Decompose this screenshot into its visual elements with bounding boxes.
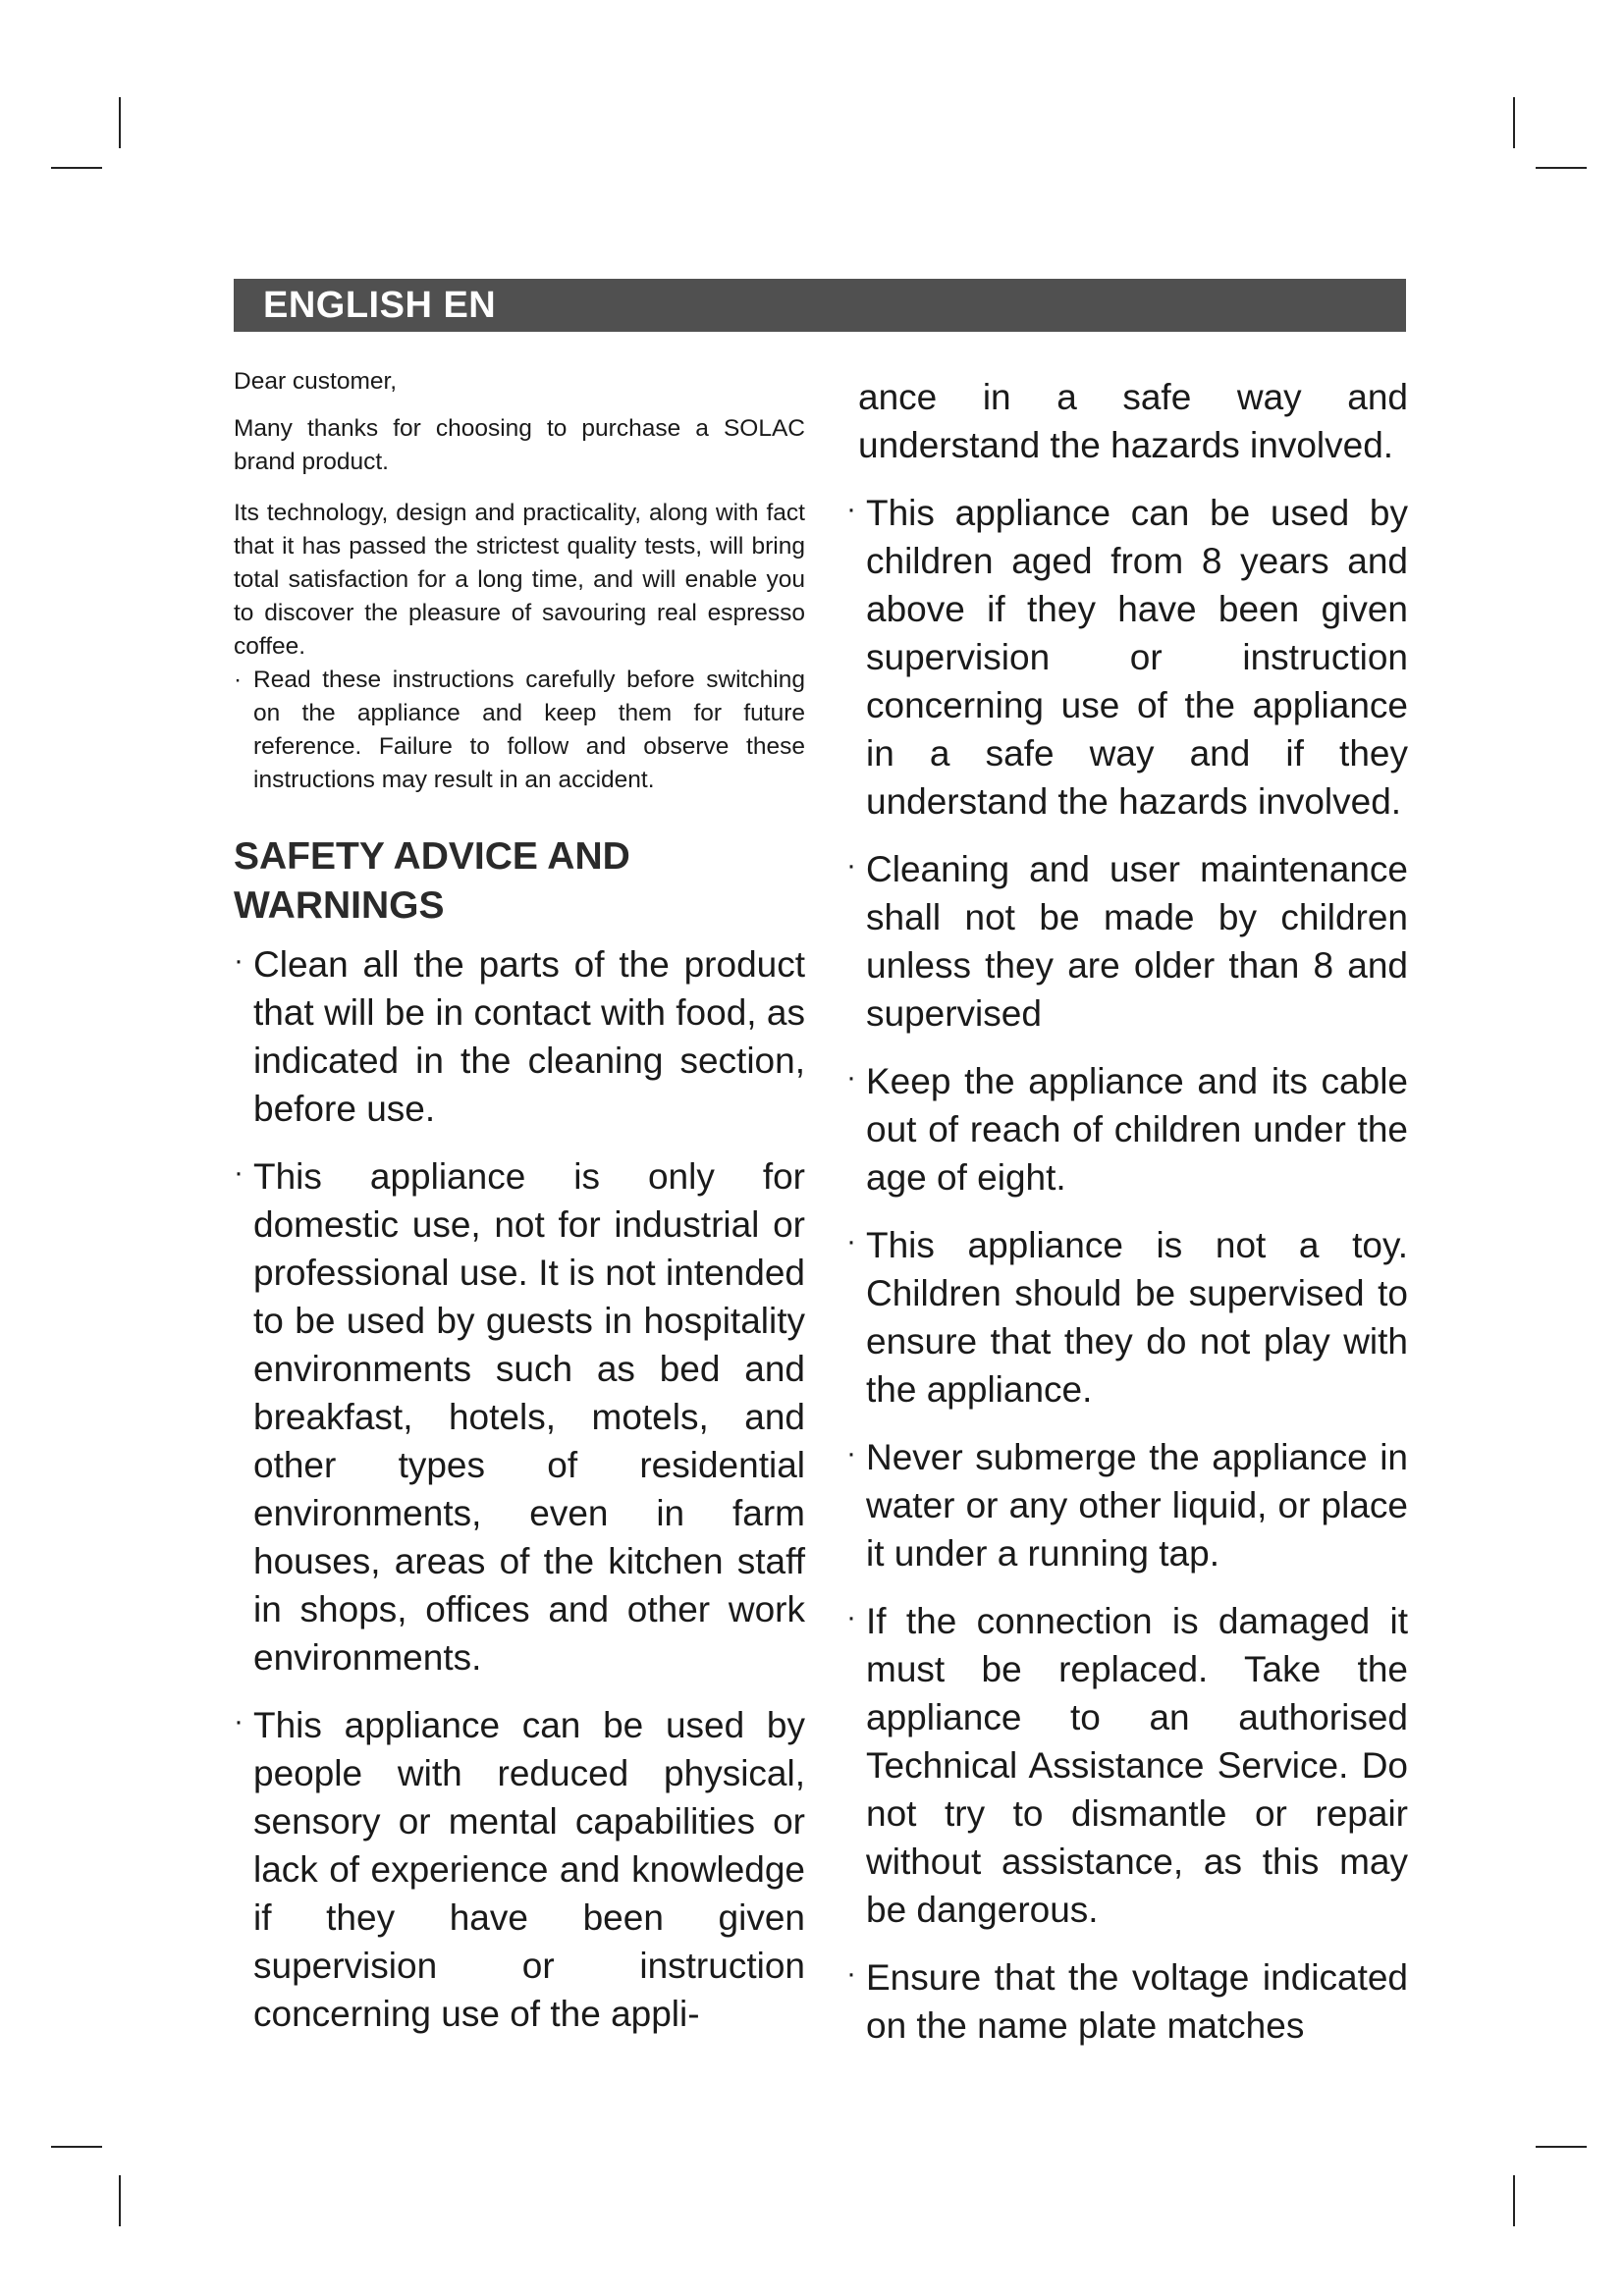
- safety-item-text: If the connection is damaged it must be replaced. Take the appliance to an authorised Technical Assistance Service. Do not try to dismantle or repair without assistance, as this may be dangerous.: [866, 1601, 1408, 1930]
- crop-mark: [119, 2175, 121, 2226]
- bullet-dot: ·: [846, 1061, 856, 1094]
- continuation-text: ance in a safe way and understand the hazards involved.: [858, 377, 1408, 465]
- safety-item: [846, 1057, 1408, 1201]
- safety-item: [234, 1152, 805, 1682]
- safety-item-text: This appliance can be used by people with reduced physical, sensory or mental capabilities or lack of experience and knowledge if they have been given supervision or instruction concerning use of the appli-: [253, 1705, 805, 2034]
- safety-item: [846, 1953, 1408, 2050]
- bullet-dot: ·: [846, 1225, 856, 1257]
- bullet-dot: ·: [846, 1957, 856, 1990]
- safety-heading: SAFETY ADVICE AND WARNINGS: [234, 835, 630, 927]
- greeting: Dear customer,: [234, 368, 398, 395]
- thanks-paragraph: Many thanks for choosing to purchase a SOLAC brand product.: [234, 415, 805, 475]
- bullet-dot: ·: [234, 667, 243, 693]
- left-column: [234, 365, 805, 2057]
- safety-item-text: This appliance can be used by children aged from 8 years and above if they have been given supervision or instruction concerning use of the appliance in a safe way and if they understand the hazards involved.: [866, 493, 1408, 822]
- safety-item: [846, 1221, 1408, 1414]
- bullet-dot: ·: [846, 849, 856, 881]
- crop-mark: [51, 167, 102, 169]
- safety-item-text: This appliance is only for domestic use, not for industrial or professional use. It is not intended to be used by guests in hospitality environments such as bed and breakfast, hotels, motels, and other types of residential environments, even in farm houses, areas of the kitchen staff in shops, offices and other work environments.: [253, 1156, 805, 1678]
- read-instructions-text: Read these instructions carefully before switching on the appliance and keep them for future reference. Failure to follow and observe these instructions may result in an accident.: [253, 667, 805, 793]
- crop-mark: [119, 97, 121, 148]
- technology-paragraph: Its technology, design and practicality, along with fact that it has passed the strictest quality tests, will bring total satisfaction for a long time, and will enable you to discover the pleasure of savouring real espresso coffee.: [234, 500, 805, 660]
- bullet-dot: ·: [234, 1156, 244, 1189]
- read-instructions-item: [234, 664, 805, 797]
- bullet-dot: ·: [846, 1601, 856, 1633]
- crop-mark: [1513, 2175, 1515, 2226]
- safety-item: [846, 489, 1408, 826]
- safety-item: [846, 1433, 1408, 1577]
- safety-item-text: Clean all the parts of the product that will be in contact with food, as indicated in the cleaning section, before use.: [253, 944, 805, 1129]
- bullet-dot: ·: [846, 493, 856, 525]
- language-banner: [234, 279, 1406, 332]
- safety-item: [846, 1597, 1408, 1934]
- right-column: [846, 373, 1408, 2069]
- crop-mark: [1513, 97, 1515, 148]
- safety-item-text: Never submerge the appliance in water or any other liquid, or place it under a running tap.: [866, 1437, 1408, 1574]
- safety-item-continuation: [846, 373, 1408, 469]
- crop-mark: [1536, 167, 1587, 169]
- safety-item-text: Cleaning and user maintenance shall not be made by children unless they are older than 8 and supervised: [866, 849, 1408, 1034]
- safety-item-text: Keep the appliance and its cable out of reach of children under the age of eight.: [866, 1061, 1408, 1198]
- bullet-dot: ·: [234, 944, 244, 977]
- safety-item-text: Ensure that the voltage indicated on the name plate matches: [866, 1957, 1408, 2046]
- safety-item: [234, 940, 805, 1133]
- crop-mark: [51, 2146, 102, 2148]
- crop-mark: [1536, 2146, 1587, 2148]
- safety-item-text: This appliance is not a toy. Children should be supervised to ensure that they do not play with the appliance.: [866, 1225, 1408, 1410]
- bullet-dot: ·: [846, 1437, 856, 1469]
- bullet-dot: ·: [234, 1705, 244, 1737]
- safety-item: [846, 845, 1408, 1038]
- language-label: ENGLISH EN: [263, 285, 497, 326]
- safety-item: [234, 1701, 805, 2038]
